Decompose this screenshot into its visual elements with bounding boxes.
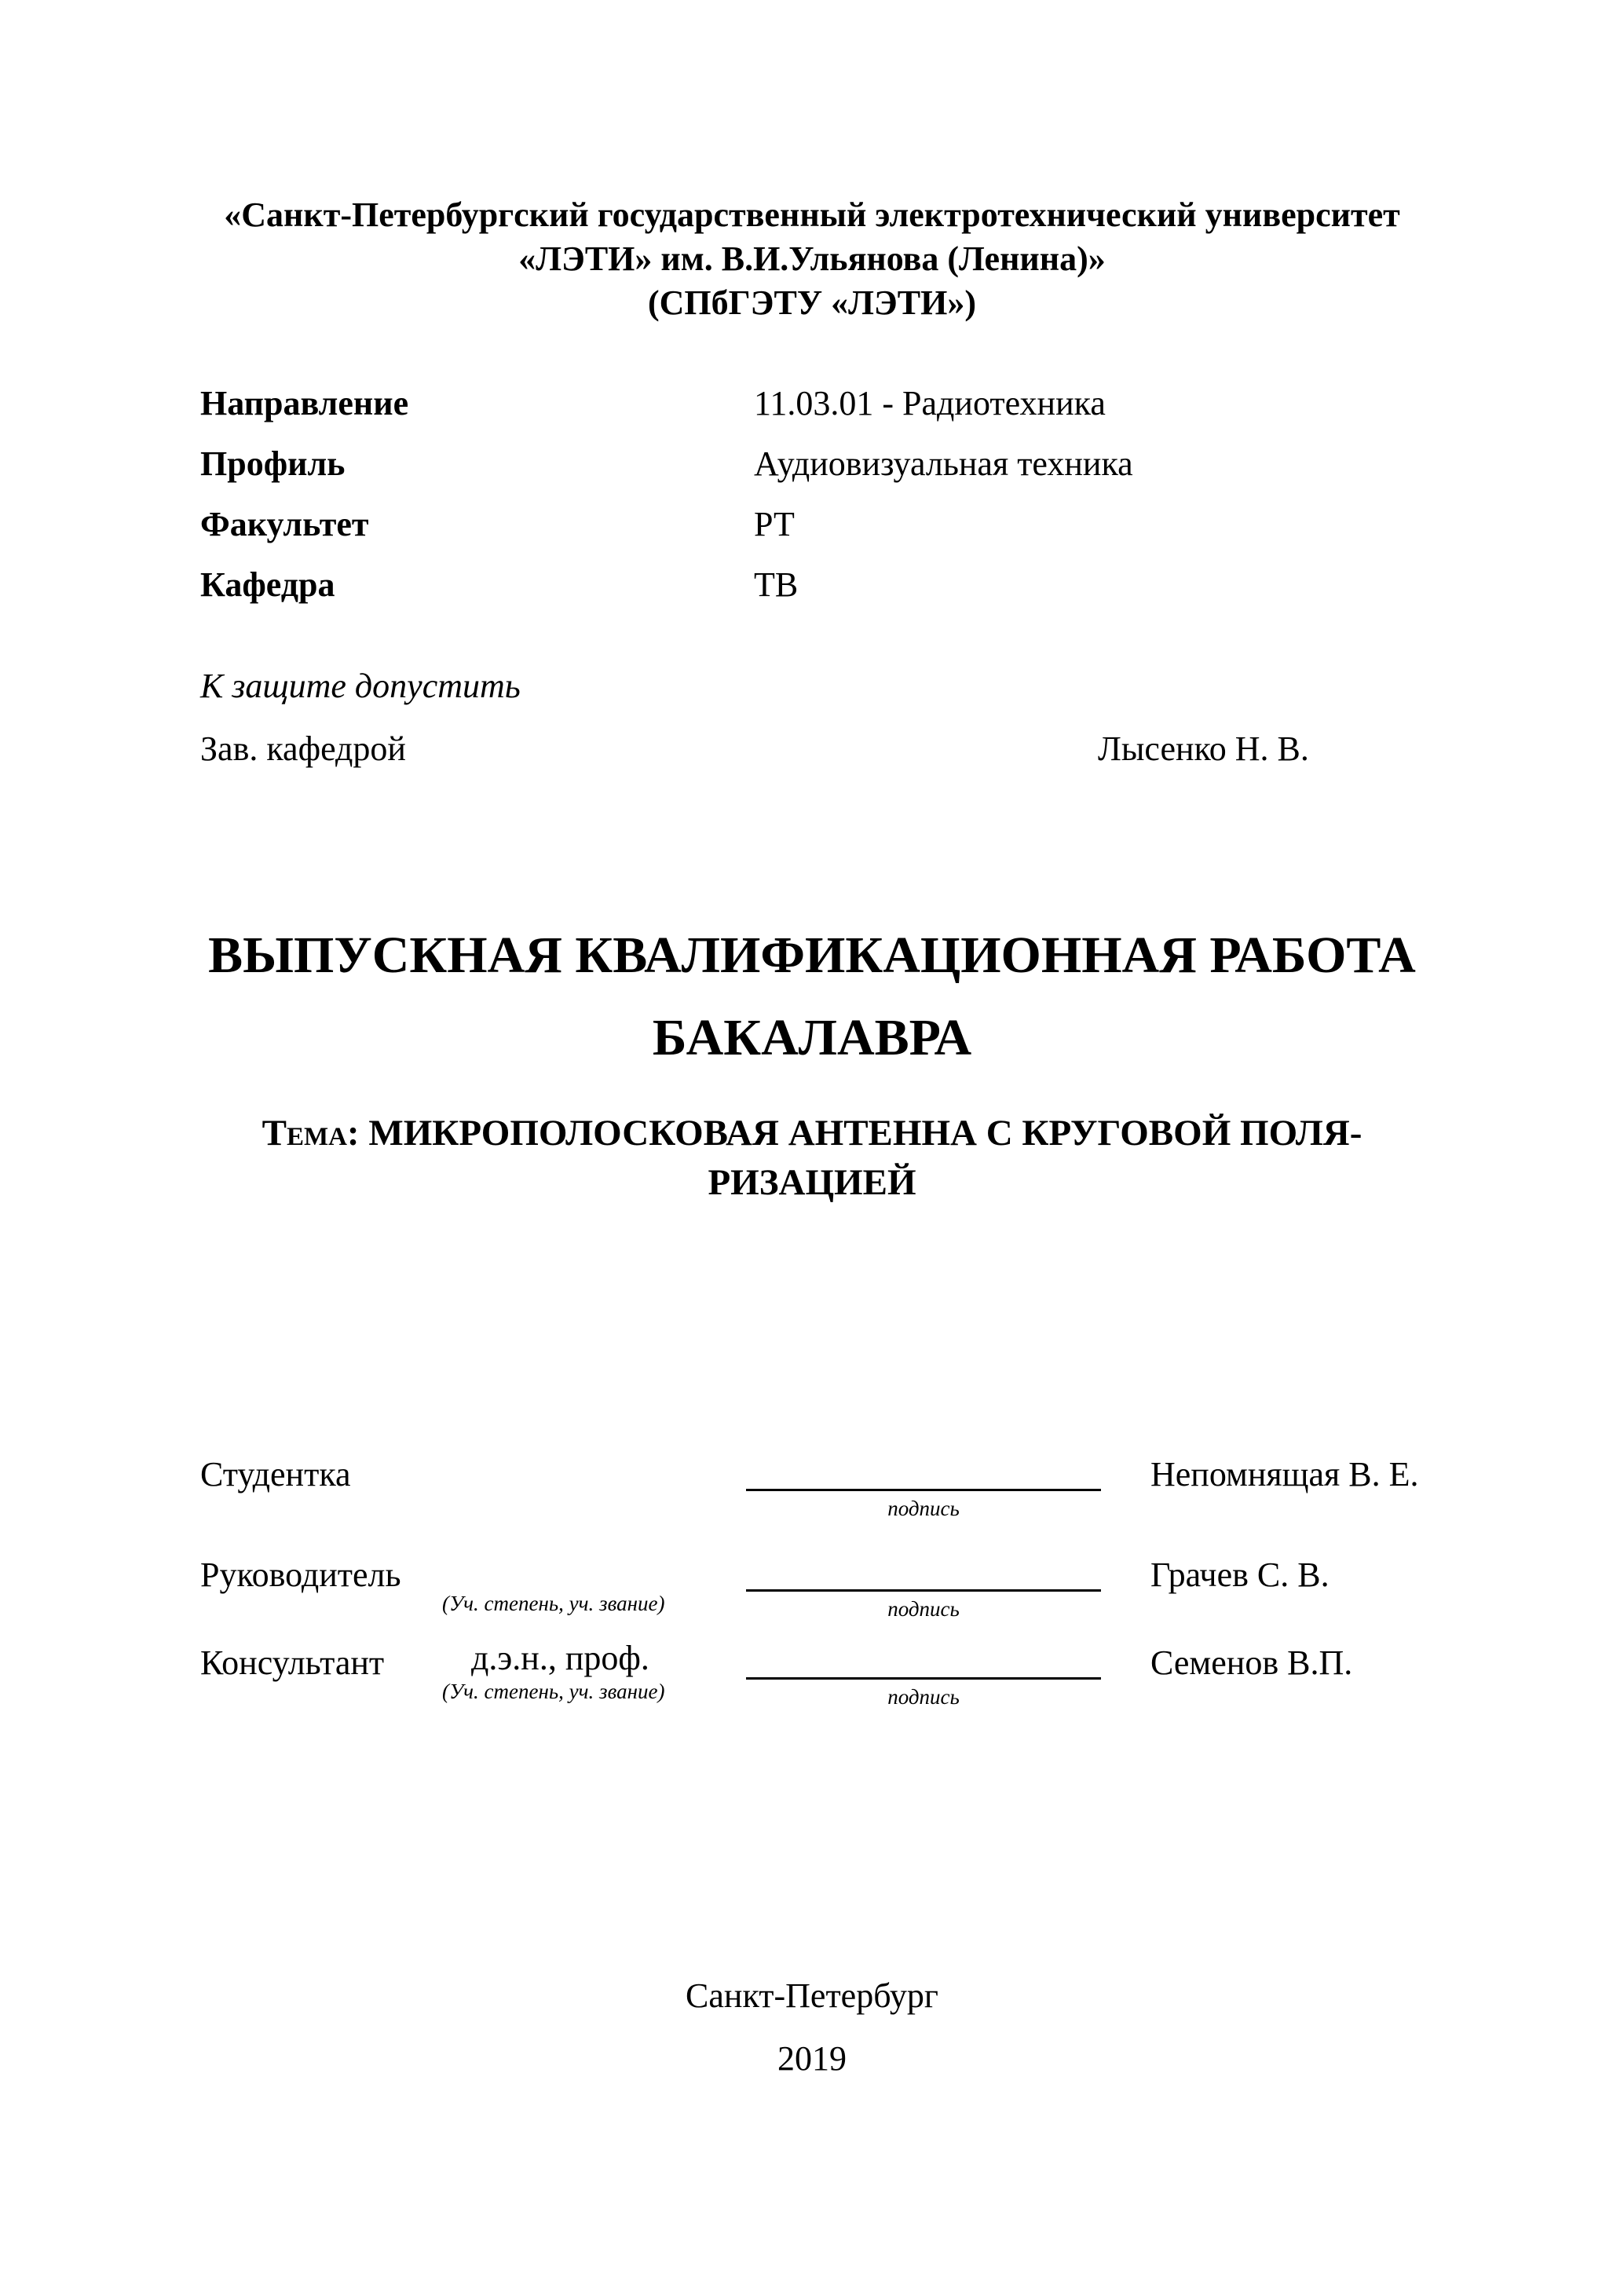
signatory-role-supervisor: Руководитель bbox=[200, 1556, 401, 1594]
field-label-profile: Профиль bbox=[200, 444, 346, 483]
degree-caption: (Уч. степень, уч. звание) bbox=[442, 1592, 665, 1615]
footer-year: 2019 bbox=[777, 2039, 847, 2078]
thesis-theme bbox=[0, 1109, 1624, 1208]
university-name-line-1: «Санкт-Петербургский государственный электротехнический университет bbox=[224, 196, 1400, 234]
signatory-name-student: Непомнящая В. Е. bbox=[1150, 1455, 1419, 1493]
signatory-role-student: Студентка bbox=[200, 1455, 351, 1493]
degree-caption: (Уч. степень, уч. звание) bbox=[442, 1680, 665, 1703]
field-value-department: ТВ bbox=[754, 565, 799, 604]
signatory-name-consultant: Семенов В.П. bbox=[1150, 1643, 1353, 1682]
theme-label: Тема: bbox=[262, 1113, 360, 1153]
field-row-profile bbox=[200, 444, 1133, 484]
field-value-profile: Аудиовизуальная техника bbox=[754, 444, 1133, 483]
thesis-theme-line-2: РИЗАЦИЕЙ bbox=[708, 1162, 916, 1203]
field-label-department: Кафедра bbox=[200, 565, 335, 604]
work-title-line-2: БАКАЛАВРА bbox=[652, 1009, 972, 1066]
field-label-direction: Направление bbox=[200, 384, 409, 422]
thesis-theme-line-1 bbox=[0, 1109, 1624, 1158]
signatory-role-consultant: Консультант bbox=[200, 1643, 385, 1682]
field-value-direction: 11.03.01 - Радиотехника bbox=[754, 384, 1106, 422]
signature-row-supervisor bbox=[0, 1555, 1624, 1657]
field-row-direction bbox=[200, 383, 1106, 424]
admission-phrase: К защите допустить bbox=[200, 667, 521, 705]
university-abbreviation: (СПбГЭТУ «ЛЭТИ») bbox=[648, 283, 976, 322]
admission-role: Зав. кафедрой bbox=[200, 729, 406, 768]
signature-row-student bbox=[0, 1454, 1624, 1556]
signatory-name-supervisor: Грачев С. В. bbox=[1150, 1556, 1330, 1594]
field-row-department bbox=[200, 565, 798, 605]
admission-signatory-name: Лысенко Н. В. bbox=[1098, 729, 1309, 768]
work-title-line-1: ВЫПУСКНАЯ КВАЛИФИКАЦИОННАЯ РАБОТА bbox=[208, 927, 1416, 984]
footer-city: Санкт-Петербург bbox=[686, 1976, 938, 2015]
signatory-degree: д.э.н., проф. bbox=[471, 1639, 649, 1677]
signature-line bbox=[746, 1489, 1101, 1491]
university-name-line-2: «ЛЭТИ» им. В.И.Ульянова (Ленина)» bbox=[518, 239, 1106, 278]
signature-caption: подпись bbox=[887, 1685, 960, 1709]
signature-caption: подпись bbox=[887, 1497, 960, 1520]
signature-line bbox=[746, 1589, 1101, 1592]
theme-text-part-1: МИКРОПОЛОСКОВАЯ АНТЕННА С КРУГОВОЙ ПОЛЯ- bbox=[368, 1113, 1362, 1153]
signature-caption: подпись bbox=[887, 1597, 960, 1621]
work-title bbox=[0, 914, 1624, 1079]
field-value-faculty: РТ bbox=[754, 505, 795, 543]
university-header bbox=[0, 193, 1624, 325]
field-label-faculty: Факультет bbox=[200, 505, 369, 543]
field-row-faculty bbox=[200, 504, 795, 545]
signature-row-consultant bbox=[0, 1639, 1624, 1745]
signature-line bbox=[746, 1677, 1101, 1680]
